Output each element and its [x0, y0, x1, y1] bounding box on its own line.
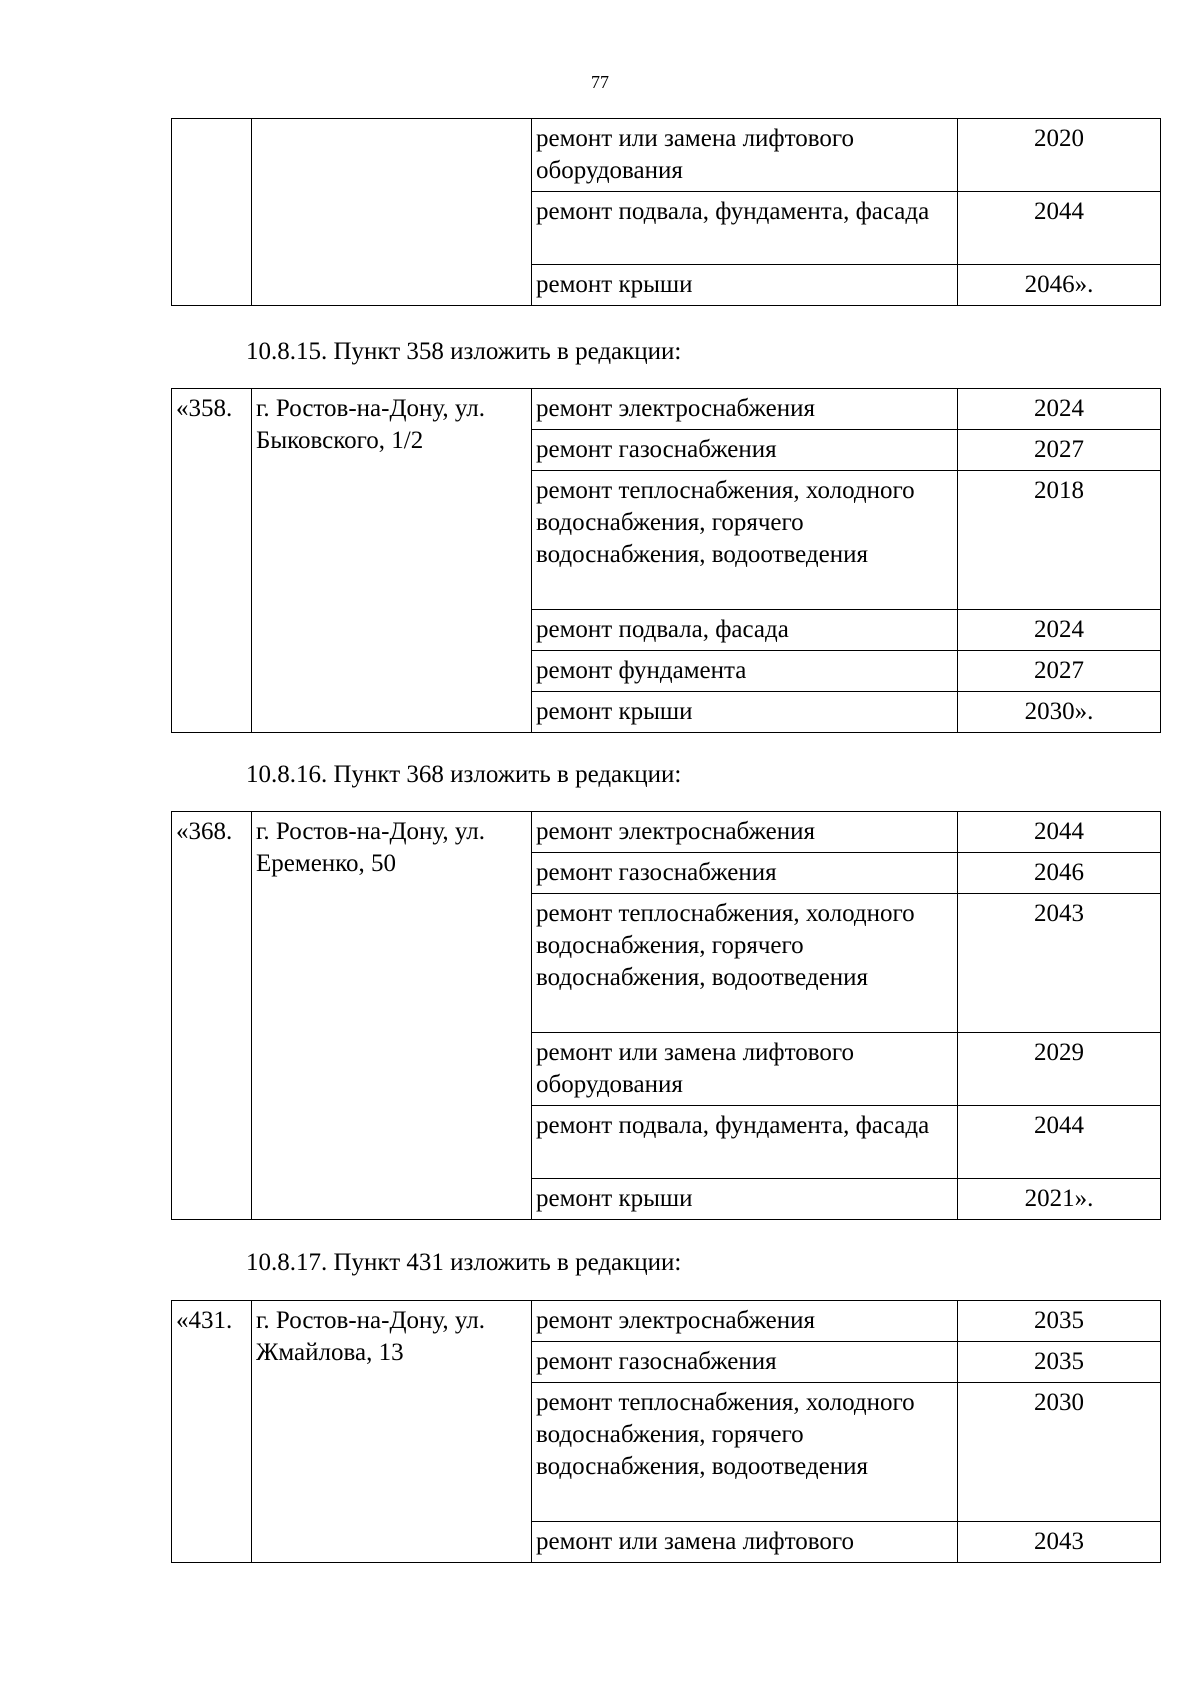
- work-year: 2035: [958, 1342, 1161, 1383]
- work-year: 2046».: [958, 265, 1161, 306]
- work-type: ремонт или замена лифтового оборудования: [532, 119, 958, 192]
- item-address: г. Ростов-на-Дону, ул. Еременко, 50: [252, 812, 532, 1220]
- section-heading: 10.8.16. Пункт 368 изложить в редакции:: [246, 761, 682, 788]
- work-type: ремонт теплоснабжения, холодного водоснабжения, горячего водоснабжения, водоотведения: [532, 471, 958, 610]
- work-type: ремонт подвала, фундамента, фасада: [532, 192, 958, 265]
- item-address: г. Ростов-на-Дону, ул. Жмайлова, 13: [252, 1301, 532, 1563]
- work-type: ремонт подвала, фундамента, фасада: [532, 1106, 958, 1179]
- table-row: [172, 389, 1161, 430]
- item-number: «368.: [172, 812, 252, 1220]
- work-type: ремонт крыши: [532, 265, 958, 306]
- work-year: 2024: [958, 389, 1161, 430]
- table-row: [172, 812, 1161, 853]
- work-year: 2027: [958, 651, 1161, 692]
- item-address: г. Ростов-на-Дону, ул. Быковского, 1/2: [252, 389, 532, 733]
- work-year: 2044: [958, 812, 1161, 853]
- work-type: ремонт теплоснабжения, холодного водоснабжения, горячего водоснабжения, водоотведения: [532, 894, 958, 1033]
- item-number: «358.: [172, 389, 252, 733]
- work-year: 2027: [958, 430, 1161, 471]
- section-heading: 10.8.17. Пункт 431 изложить в редакции:: [246, 1249, 682, 1276]
- work-year: 2044: [958, 1106, 1161, 1179]
- work-year: 2021».: [958, 1179, 1161, 1220]
- table-row: [172, 119, 1161, 192]
- work-year: 2046: [958, 853, 1161, 894]
- work-year: 2030: [958, 1383, 1161, 1522]
- work-type: ремонт подвала, фасада: [532, 610, 958, 651]
- section-heading: 10.8.15. Пункт 358 изложить в редакции:: [246, 338, 682, 365]
- work-type: ремонт или замена лифтового: [532, 1522, 958, 1563]
- work-type: ремонт газоснабжения: [532, 430, 958, 471]
- work-year: 2043: [958, 894, 1161, 1033]
- work-type: ремонт или замена лифтового оборудования: [532, 1033, 958, 1106]
- works-table: [171, 811, 1161, 1220]
- item-number: [172, 119, 252, 306]
- work-year: 2029: [958, 1033, 1161, 1106]
- work-type: ремонт крыши: [532, 692, 958, 733]
- work-type: ремонт электроснабжения: [532, 812, 958, 853]
- works-table: [171, 118, 1161, 306]
- work-type: ремонт электроснабжения: [532, 1301, 958, 1342]
- work-type: ремонт газоснабжения: [532, 853, 958, 894]
- work-type: ремонт крыши: [532, 1179, 958, 1220]
- work-type: ремонт электроснабжения: [532, 389, 958, 430]
- work-year: 2043: [958, 1522, 1161, 1563]
- work-year: 2044: [958, 192, 1161, 265]
- work-year: 2020: [958, 119, 1161, 192]
- work-year: 2035: [958, 1301, 1161, 1342]
- item-address: [252, 119, 532, 306]
- work-year: 2030».: [958, 692, 1161, 733]
- table-row: [172, 1301, 1161, 1342]
- work-type: ремонт теплоснабжения, холодного водоснабжения, горячего водоснабжения, водоотведения: [532, 1383, 958, 1522]
- page-number: 77: [591, 72, 609, 92]
- work-type: ремонт газоснабжения: [532, 1342, 958, 1383]
- work-year: 2024: [958, 610, 1161, 651]
- item-number: «431.: [172, 1301, 252, 1563]
- works-table: [171, 388, 1161, 733]
- work-year: 2018: [958, 471, 1161, 610]
- works-table: [171, 1300, 1161, 1563]
- work-type: ремонт фундамента: [532, 651, 958, 692]
